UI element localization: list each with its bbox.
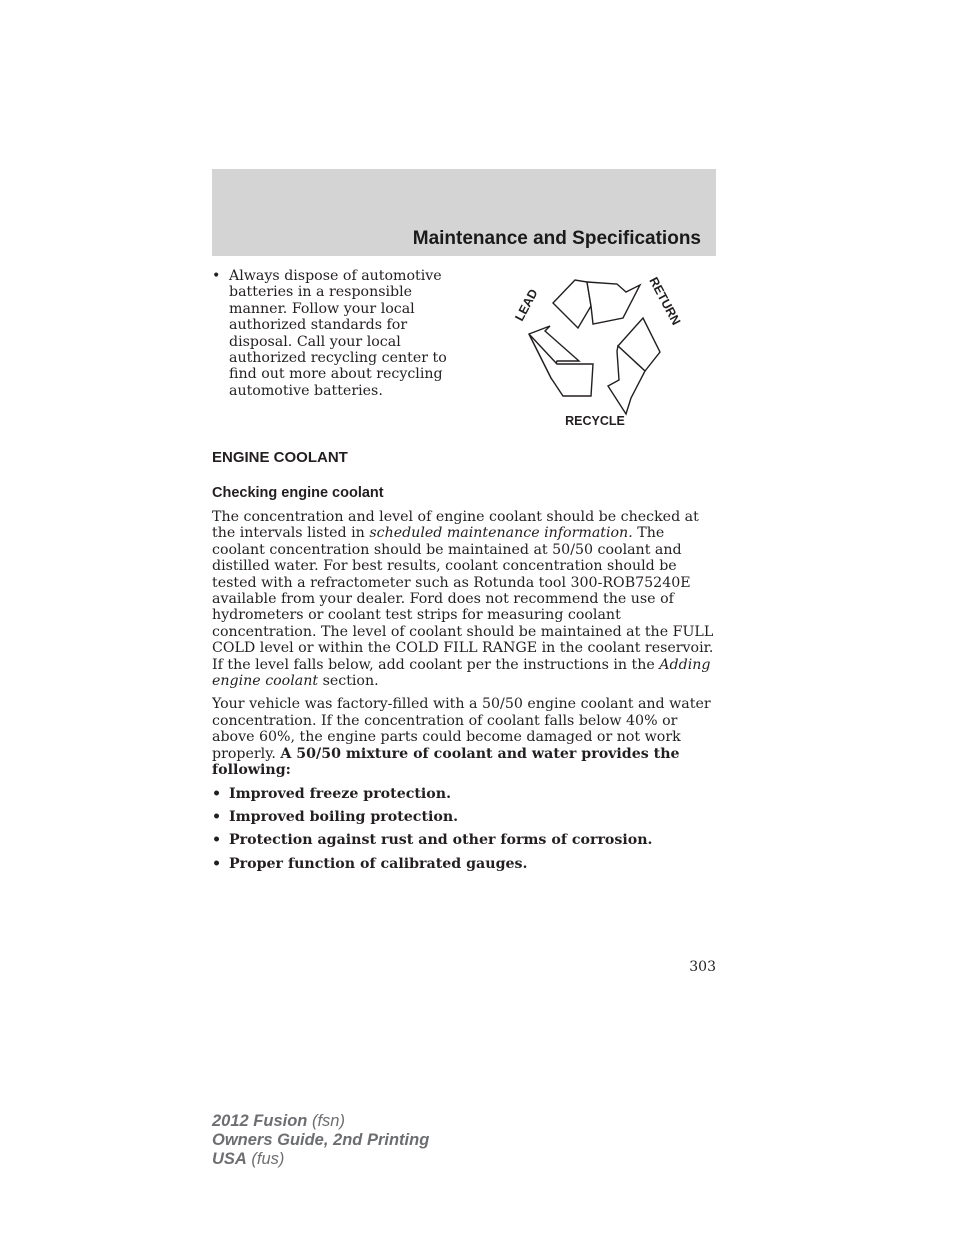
left-arrow-shape	[529, 334, 593, 396]
battery-disposal-text: Always dispose of automotive batteries in a responsible manner. Follow your local authorized standards for disposal. Call your local authorized recycling center to find out more about recycling automotive batteries.	[229, 268, 447, 399]
benefit-text: Proper function of calibrated gauges.	[229, 855, 528, 872]
benefit-text: Improved freeze protection.	[229, 785, 452, 802]
footer-line-2: Owners Guide, 2nd Printing	[212, 1131, 430, 1149]
document-footer	[212, 1112, 429, 1169]
benefit-text: Protection against rust and other forms of corrosion.	[229, 832, 653, 849]
text-run-italic: scheduled maintenance information.	[369, 525, 633, 542]
bullet-icon: •	[212, 855, 222, 872]
list-item	[212, 809, 718, 825]
list-item	[212, 832, 718, 848]
text-run: The coolant concentration should be maintained at 50/50 coolant and distilled water. For best results, coolant concentration should be tested with a refractometer such as Rotunda tool 300-ROB75240E available from your dealer. Ford does not recommend the use of hydrometers or coolant test strips for measuring coolant concentration. The level of coolant should be maintained at the FULL COLD level or within the COLD FILL RANGE in the coolant reservoir. If the level falls below, add coolant per the instructions in the	[212, 525, 714, 673]
page-header-title: Maintenance and Specifications	[412, 228, 701, 249]
coolant-paragraph-2	[212, 696, 718, 778]
coolant-paragraph-1	[212, 509, 718, 689]
benefit-text: Improved boiling protection.	[229, 808, 459, 825]
recycle-arrows-icon	[505, 268, 690, 433]
footer-line-1	[212, 1112, 429, 1131]
return-label: RETURN	[646, 274, 684, 328]
text-run: (fsn)	[307, 1112, 345, 1130]
lead-label: LEAD	[512, 286, 541, 324]
top-arrow-shape	[553, 280, 591, 328]
text-run-bold: USA	[212, 1150, 247, 1168]
bullet-icon: •	[212, 832, 222, 849]
text-run: The concentration and level of engine coolant should be checked at the intervals listed in	[212, 509, 699, 542]
footer-line-3	[212, 1150, 429, 1169]
body-text	[212, 509, 718, 879]
bullet-icon: •	[212, 785, 222, 802]
bullet-icon: •	[212, 808, 222, 825]
battery-disposal-bullet	[212, 268, 472, 399]
text-run-italic: Adding engine coolant	[212, 656, 711, 690]
text-run: (fus)	[246, 1150, 285, 1168]
list-item	[212, 268, 472, 399]
top-arrow-shape	[587, 282, 640, 324]
text-run: Your vehicle was factory-filled with a 50/50 engine coolant and water concentration. If the concentration of coolant falls below 40% or above 60%, the engine parts could become damaged or not work properly.	[212, 696, 711, 762]
text-run-bold: A 50/50 mixture of coolant and water provides the following:	[212, 745, 680, 779]
section-subtitle: Checking engine coolant	[212, 485, 384, 501]
page-header-band	[212, 169, 716, 256]
text-run: section.	[318, 673, 379, 690]
page-number: 303	[689, 959, 716, 975]
bullet-icon: •	[212, 268, 221, 284]
list-item	[212, 856, 718, 872]
section-title: ENGINE COOLANT	[212, 449, 348, 466]
recycle-label: RECYCLE	[565, 414, 625, 428]
text-run-bold: 2012 Fusion	[212, 1112, 308, 1130]
list-item	[212, 786, 718, 802]
